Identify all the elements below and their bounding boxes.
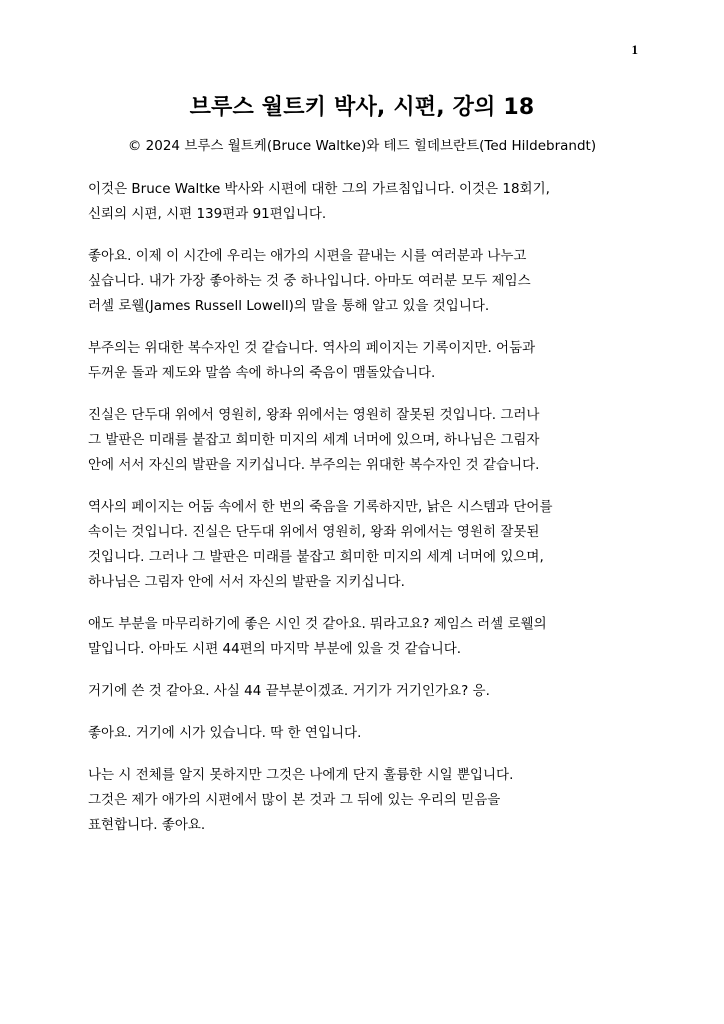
paragraph-line: 하나님은 그림자 안에 서서 자신의 발판을 지키십니다.	[88, 574, 405, 590]
document-title: 브루스 월트키 박사, 시편, 강의 18	[189, 95, 535, 120]
paragraph-5	[88, 495, 648, 595]
paragraph-9	[88, 763, 648, 838]
paragraph-line: 러셀 로웰(James Russell Lowell)의 말을 통해 알고 있을 것입니다.	[88, 298, 490, 314]
paragraph-7	[88, 679, 648, 704]
paragraph-line: 역사의 페이지는 어둠 속에서 한 번의 죽음을 기록하지만, 낡은 시스템과 단어를	[88, 499, 553, 515]
paragraph-line: 그 발판은 미래를 붙잡고 희미한 미지의 세계 너머에 있으며, 하나님은 그림자	[88, 432, 540, 448]
paragraph-line: 속이는 것입니다. 진실은 단두대 위에서 영원히, 왕좌 위에서는 영원히 잘못된	[88, 524, 540, 540]
paragraph-line: 진실은 단두대 위에서 영원히, 왕좌 위에서는 영원히 잘못된 것입니다. 그러나	[88, 407, 540, 423]
paragraph-line: 그것은 제가 애가의 시편에서 많이 본 것과 그 뒤에 있는 우리의 믿음을	[88, 792, 501, 808]
paragraph-line: 거기에 쓴 것 같아요. 사실 44 끝부분이겠죠. 거기가 거기인가요? 응.	[88, 683, 490, 699]
paragraph-line: 애도 부분을 마무리하기에 좋은 시인 것 같아요. 뭐라고요? 제임스 러셀 로웰의	[88, 616, 547, 632]
paragraph-line: 이것은 Bruce Waltke 박사와 시편에 대한 그의 가르침입니다. 이것은 18회기,	[88, 181, 550, 197]
paragraph-1	[88, 177, 648, 227]
paragraph-line: 나는 시 전체를 알지 못하지만 그것은 나에게 단지 훌륭한 시일 뿐입니다.	[88, 767, 514, 783]
paragraph-3	[88, 336, 648, 386]
paragraph-8	[88, 721, 648, 746]
paragraph-line: 좋아요. 거기에 시가 있습니다. 딱 한 연입니다.	[88, 725, 362, 741]
paragraph-line: 두꺼운 돌과 제도와 말씀 속에 하나의 죽음이 맴돌았습니다.	[88, 365, 436, 381]
paragraph-6	[88, 612, 648, 662]
paragraph-line: 부주의는 위대한 복수자인 것 같습니다. 역사의 페이지는 기록이지만. 어둠과	[88, 340, 536, 356]
paragraph-4	[88, 403, 648, 478]
paragraph-line: 안에 서서 자신의 발판을 지키십니다. 부주의는 위대한 복수자인 것 같습니다.	[88, 457, 540, 473]
transcript-body	[88, 177, 648, 855]
paragraph-line: 좋아요. 이제 이 시간에 우리는 애가의 시편을 끝내는 시를 여러분과 나누고	[88, 248, 527, 264]
paragraph-2	[88, 244, 648, 319]
copyright-subtitle: © 2024 브루스 월트케(Bruce Waltke)와 테드 힐데브란트(Ted Hildebrandt)	[127, 138, 597, 154]
paragraph-line: 말입니다. 아마도 시편 44편의 마지막 부분에 있을 것 같습니다.	[88, 641, 462, 657]
paragraph-line: 싶습니다. 내가 가장 좋아하는 것 중 하나입니다. 아마도 여러분 모두 제임스	[88, 273, 531, 289]
paragraph-line: 것입니다. 그러나 그 발판은 미래를 붙잡고 희미한 미지의 세계 너머에 있으며,	[88, 549, 544, 565]
paragraph-line: 표현합니다. 좋아요.	[88, 817, 206, 833]
page-number: 1	[631, 42, 638, 57]
paragraph-line: 신뢰의 시편, 시편 139편과 91편입니다.	[88, 206, 327, 222]
